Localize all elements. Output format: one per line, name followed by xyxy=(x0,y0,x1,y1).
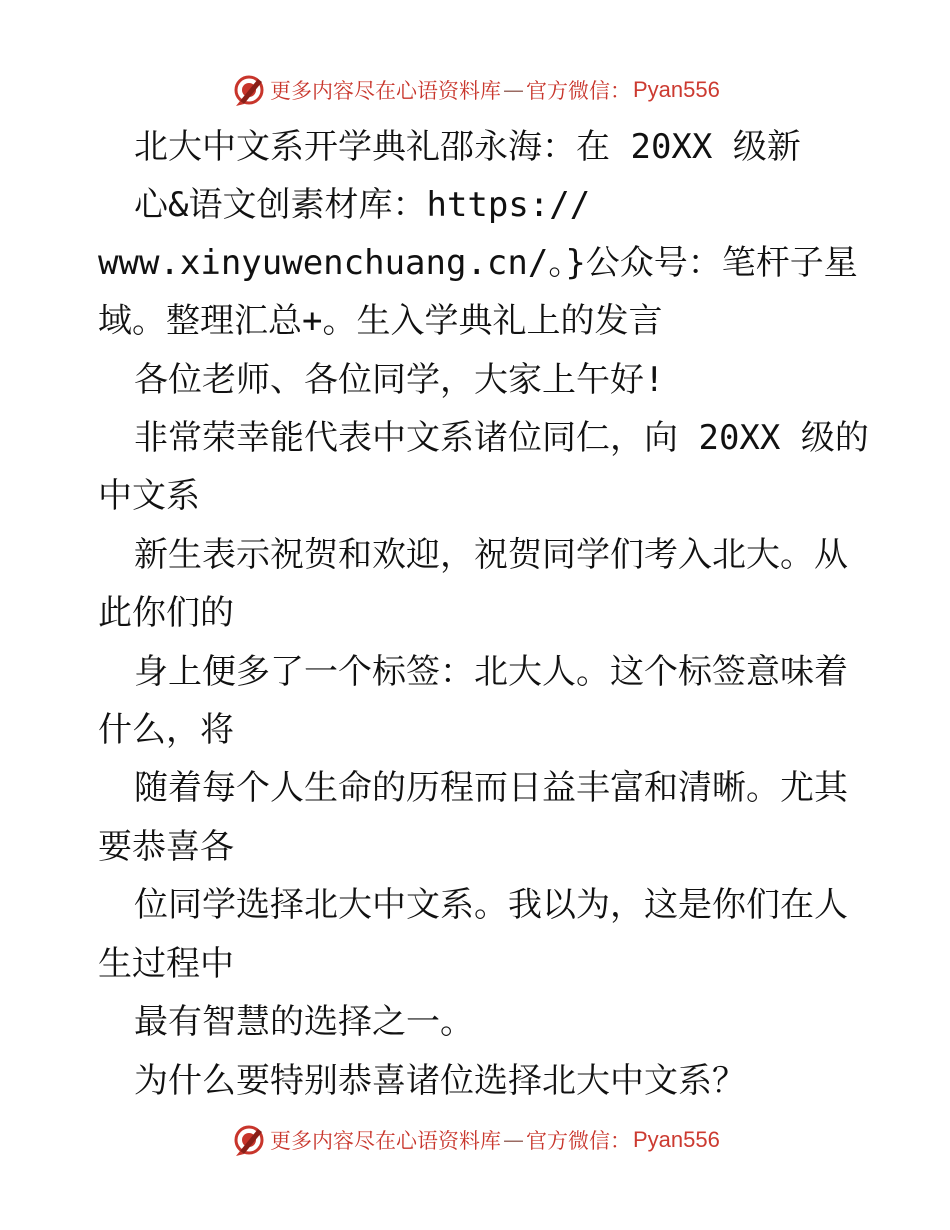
text-line: 什么，将 xyxy=(98,710,234,750)
text-line: www.xinyuwenchuang.cn/。}公众号：笔杆子星 xyxy=(98,243,858,283)
text-line: 域。整理汇总+。生入学典礼上的发言 xyxy=(98,301,663,341)
text-line: 生过程中 xyxy=(98,944,234,984)
header-banner[interactable] xyxy=(232,72,732,108)
text-line: 中文系 xyxy=(98,476,200,516)
text-line: 位同学选择北大中文系。我以为，这是你们在人 xyxy=(134,885,848,925)
text-line: 为什么要特别恭喜诸位选择北大中文系？ xyxy=(134,1061,746,1101)
text-line: 北大中文系开学典礼邵永海：在 20XX 级新 xyxy=(134,127,801,167)
text-line: 随着每个人生命的历程而日益丰富和清晰。尤其 xyxy=(134,768,848,808)
promo-text: 更多内容尽在心语资料库 xyxy=(270,79,501,103)
wechat-label: 官方微信： xyxy=(526,79,631,103)
text-line: 最有智慧的选择之一。 xyxy=(134,1002,474,1042)
text-line: 新生表示祝贺和欢迎，祝贺同学们考入北大。从 xyxy=(134,535,848,575)
promo-text: 更多内容尽在心语资料库 xyxy=(270,1129,501,1153)
wechat-id: Pyan556 xyxy=(633,77,720,102)
text-line: 此你们的 xyxy=(98,593,234,633)
text-line: 要恭喜各 xyxy=(98,827,234,867)
wechat-label: 官方微信： xyxy=(526,1129,631,1153)
banner-separator: — xyxy=(503,78,524,102)
wechat-id: Pyan556 xyxy=(633,1127,720,1152)
pen-logo-icon xyxy=(232,1123,266,1157)
footer-banner[interactable] xyxy=(232,1122,732,1158)
banner-separator: — xyxy=(503,1128,524,1152)
text-line: 心&语文创素材库：https:// xyxy=(134,185,591,225)
pen-logo-icon xyxy=(232,73,266,107)
text-line: 各位老师、各位同学，大家上午好! xyxy=(134,360,665,400)
text-line: 身上便多了一个标签：北大人。这个标签意味着 xyxy=(134,652,848,692)
text-line: 非常荣幸能代表中文系诸位同仁，向 20XX 级的 xyxy=(134,418,869,458)
